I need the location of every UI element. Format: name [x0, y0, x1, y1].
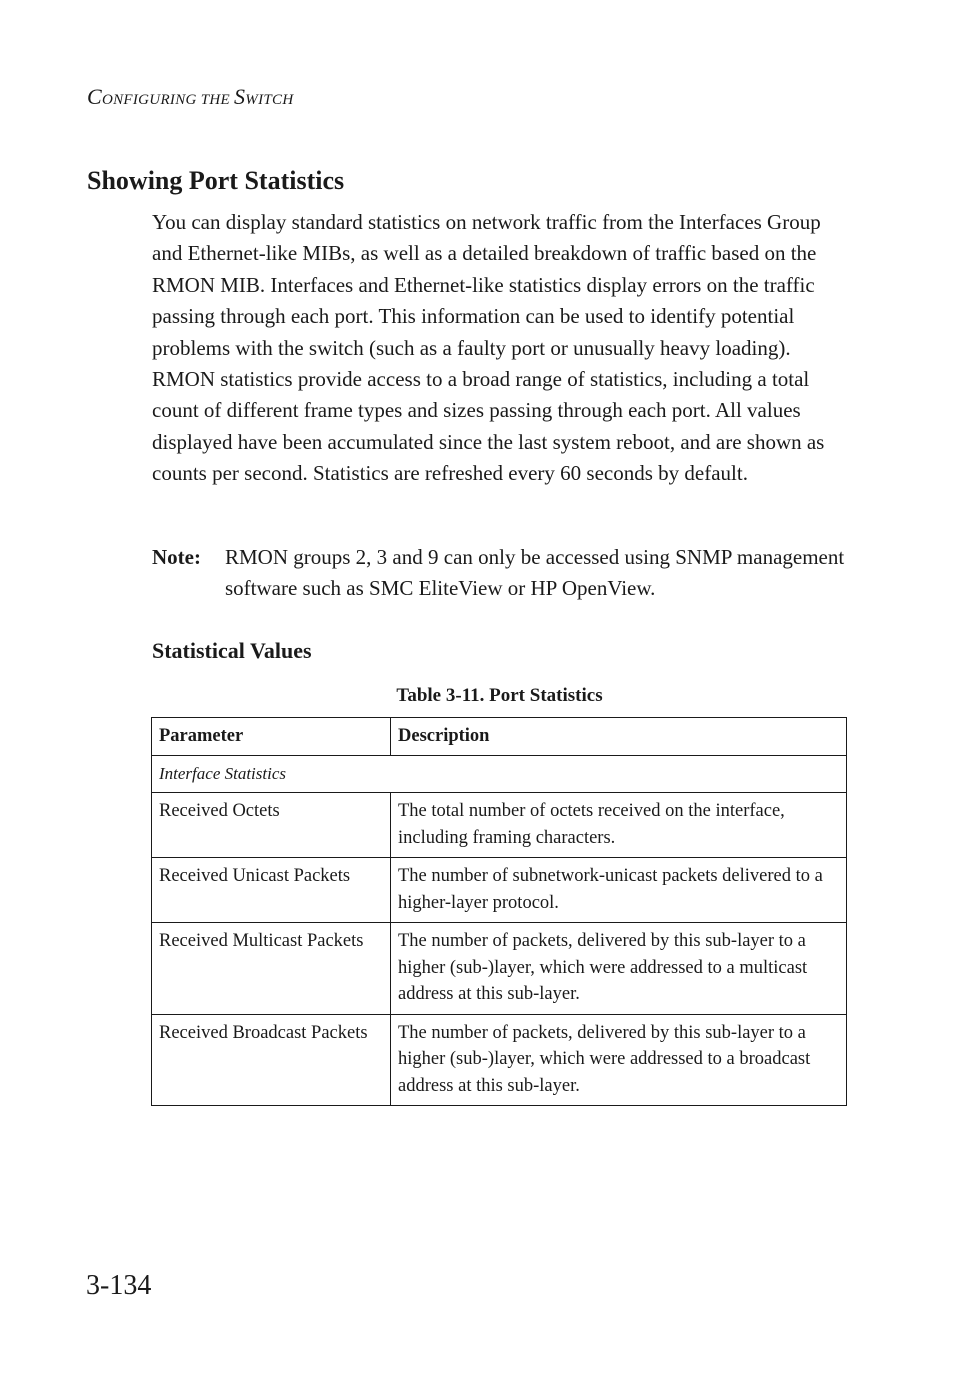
running-header-initial-2: S — [233, 84, 246, 109]
description-cell: The total number of octets received on the interface, including framing characters. — [391, 793, 847, 858]
parameter-cell: Received Unicast Packets — [152, 858, 391, 923]
parameter-cell: Received Broadcast Packets — [152, 1014, 391, 1106]
parameter-cell: Received Octets — [152, 793, 391, 858]
table-row — [152, 1014, 847, 1106]
parameter-cell: Received Multicast Packets — [152, 923, 391, 1015]
description-cell: The number of packets, delivered by this sub-layer to a higher (sub-)layer, which were addressed to a broadcast address at this sub-layer. — [391, 1014, 847, 1106]
port-statistics-table — [151, 717, 847, 1106]
note-label: Note: — [152, 545, 201, 569]
column-header-parameter: Parameter — [152, 718, 391, 756]
subsection-title: Statistical Values — [152, 638, 312, 663]
intro-paragraph: You can display standard statistics on network traffic from the Interfaces Group and Ethernet-like MIBs, as well as a detailed breakdown of traffic based on the RMON MIB. Interfaces and Ethernet-like statistics display errors on the traffic passing through each port. This information can be used to identify potential problems with the switch (such as a faulty port or unusually heavy loading). RMON statistics provide access to a broad range of statistics, including a total count of different frame types and sizes passing through each port. All values displayed have been accumulated since the last system reboot, and are shown as counts per second. Statistics are refreshed every 60 seconds by default. — [152, 210, 825, 486]
running-header — [87, 84, 293, 110]
description-cell: The number of packets, delivered by this sub-layer to a higher (sub-)layer, which were addressed to a multicast address at this sub-layer. — [391, 923, 847, 1015]
section-title: Showing Port Statistics — [87, 166, 345, 195]
table-caption: Table 3-11. Port Statistics — [396, 685, 603, 706]
column-header-description: Description — [391, 718, 847, 756]
group-label: Interface Statistics — [152, 755, 847, 793]
table-row — [152, 858, 847, 923]
table-header-row — [152, 718, 847, 756]
running-header-part-1: ONFIGURING THE — [101, 92, 234, 108]
page-number: 3-134 — [86, 1270, 152, 1301]
running-header-initial-1: C — [87, 84, 102, 109]
table-group-row — [152, 755, 847, 793]
note-text: RMON groups 2, 3 and 9 can only be accessed using SNMP management software such as SMC EliteView or HP OpenView. — [225, 545, 845, 600]
table-row — [152, 793, 847, 858]
running-header-part-2: WITCH — [245, 92, 294, 108]
description-cell: The number of subnetwork-unicast packets delivered to a higher-layer protocol. — [391, 858, 847, 923]
table-row — [152, 923, 847, 1015]
